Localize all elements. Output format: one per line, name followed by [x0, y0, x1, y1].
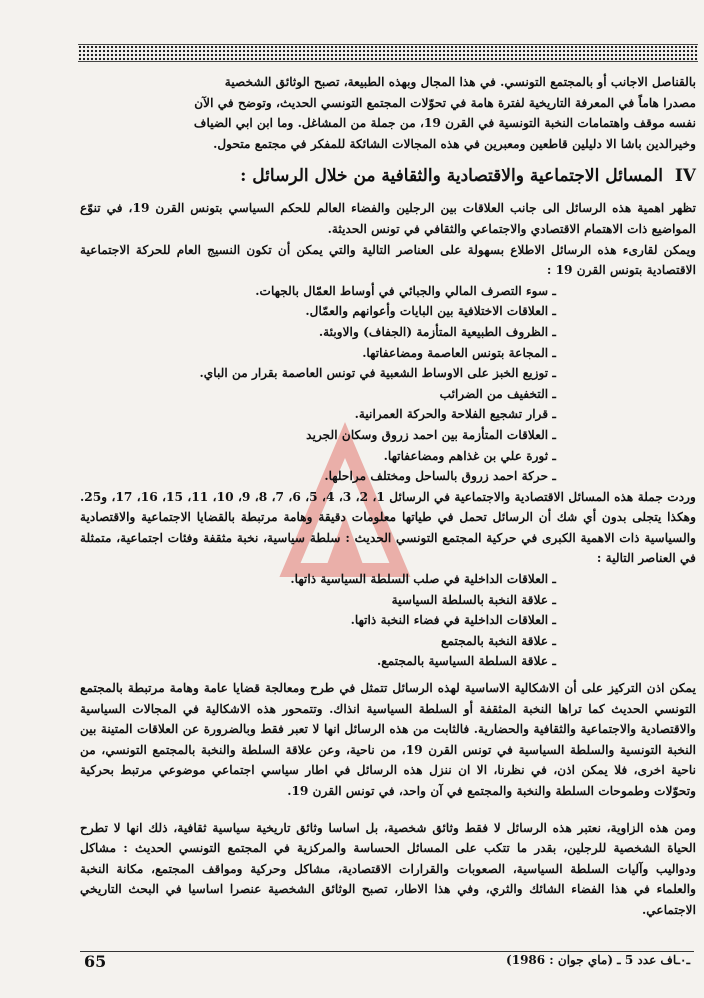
- list-item: ـ ثورة علي بن غذاهم ومضاعفاتها.: [383, 448, 556, 463]
- list-item: ـ علاقة النخبة بالسلطة السياسية: [391, 592, 556, 607]
- paragraph-importance: تظهر اهمية هذه الرسائل الى جانب العلاقات بين الرجلين والفضاء العالم للحكم السياسي بتونس القرن 19، في تنوّع المواضيع ذات الاهتمام الاقتصادي والاجتماعي والثقافي في تونس الحديثة.: [80, 201, 696, 236]
- intro-line: بالقناصل الاجانب أو بالمجتمع التونسي. في هذا المجال وبهذه الطبيعة، تصبح الوثائق الشخصية: [224, 75, 696, 89]
- list-item: ـ العلاقات الداخلية في صلب السلطة السياسية ذاتها.: [290, 572, 556, 587]
- paragraph-letters-references: وردت جملة هذه المسائل الاقتصادية والاجتماعية في الرسائل 1، 2، 3، 4، 5، 6، 7، 8، 9، 10، 11، 15، 16، 17، و25. وهكذا يتجلى بدون أي شك أن الرسائل تحمل في طياتها معلومات دقيقة وهامة مرتبطة بالقضايا الاجتماعية والاقتصادية والسياسية ذات الاهمية الكبرى في حركية المجتمع التونسي الحديث : سلطة سياسية، نخبة مثقفة وفئات اجتماعية، متمثلة في العناصر التالية :: [80, 489, 696, 566]
- paragraph-conclusion: ومن هذه الزاوية، نعتبر هذه الرسائل لا فقط وثائق شخصية، بل اساسا وثائق تاريخية سياسية ثقافية، ذلك انها لا تطرح الحياة الشخصية للرجلين، بقدر ما تتكب على المسائل الحساسة والمركزية في المجتمع التونسي الحديث : مشاكل ودواليب وآليات السلطة السياسية، الصعوبات والقرارات الاقتصادية، مشاكل وحركية ومواقف المجتمع، مكانة النخبة والعلماء في هذا الفضاء الشائك والثري، وفي هذا الاطار، تصبح الوثائق الشخصية عنصرا اساسيا في البحث التاريخي الاجتماعي.: [80, 820, 696, 917]
- intro-line: وخيرالدين باشا الا دليلين قاطعين ومعبرين في هذه المجالات الشائكة للمفكر في مجتمع متحول.: [213, 136, 696, 151]
- relations-list: [80, 569, 696, 672]
- list-item: ـ علاقة السلطة السياسية بالمجتمع.: [377, 654, 556, 669]
- list-item: ـ علاقة النخبة بالمجتمع: [440, 633, 556, 648]
- list-item: ـ العلاقات المتأزمة بين احمد زروق وسكان الجريد: [306, 427, 556, 442]
- list-item: ـ العلاقات الداخلية في فضاء النخبة ذاتها.: [350, 613, 556, 628]
- socioeconomic-issues-list: [80, 281, 696, 487]
- article-body: [80, 72, 696, 921]
- page-number: 65: [84, 952, 107, 971]
- list-item: ـ الظروف الطبيعية المتأزمة (الجفاف) والاوبئة.: [318, 324, 556, 339]
- list-item: ـ سوء التصرف المالي والجبائي في أوساط العمّال بالجهات.: [255, 283, 556, 298]
- list-item: ـ التخفيف من الضرائب: [439, 386, 556, 401]
- paragraph-elements-intro: ويمكن لقارىء هذه الرسائل الاطلاع بسهولة على العناصر التالية والتي يمكن أن تكون النسيج العام للحركة الاجتماعية الاقتصادية بتونس القرن 19 :: [80, 242, 696, 278]
- paragraph-problematic: يمكن اذن التركيز على أن الاشكالية الاساسية لهذه الرسائل تتمثل في طرح ومعالجة قضايا عامة وهامة مرتبطة بالمجتمع التونسي الحديث كما تراها النخبة المثقفة أو السلطة السياسية انذاك. وتتمحور هذه الاشكالية في المجالات السياسية والاقتصادية والاجتماعية والثقافية والحضارية. فالثابت من هذه الرسائل انها لا تعبر فقط وبالضرورة عن العلاقات المتينة بين النخبة التونسية والسلطة السياسية في تونس القرن 19، من ناحية، وعن علاقة السلطة والنخبة بالمجتمع التونسي، من ناحية اخرى، فلا يمكن اذن، في نظرنا، الا ان ننزل هذه الرسائل في اطار سياسي اجتماعي موضوعي مرتبط بحركية وتحوّلات وطموحات السلطة والنخبة والمجتمع في آن واحد، في تونس القرن 19.: [80, 681, 697, 798]
- list-item: ـ قرار تشجيع الفلاحة والحركة العمرانية.: [354, 407, 556, 422]
- section-heading: [80, 164, 696, 188]
- intro-line: مصدرا هاماً في المعرفة التاريخية لفترة هامة في تحوّلات المجتمع التونسي الحديث، وتوضح في الآن: [194, 95, 696, 110]
- running-footer: ـ٠ـاف عدد 5 ـ (ماي جوان : 1986): [506, 953, 690, 967]
- section-title: المسائل الاجتماعية والاقتصادية والثقافية من خلال الرسائل :: [240, 166, 663, 187]
- list-item: ـ حركة احمد زروق بالساحل ومختلف مراحلها.: [324, 469, 556, 484]
- footer-divider: [80, 951, 694, 952]
- list-item: ـ المجاعة بتونس العاصمة ومضاعفاتها.: [362, 345, 556, 360]
- decorative-header-band: [78, 44, 698, 62]
- intro-line: نفسه موقف واهتمامات النخبة التونسية في القرن 19، من جملة من المشاغل. وما ابن ابي الضياف: [193, 116, 696, 131]
- list-item: ـ توزيع الخبز على الاوساط الشعبية في تونس العاصمة بقرار من الباي.: [199, 366, 556, 381]
- section-number: IV: [674, 166, 696, 187]
- list-item: ـ العلاقات الاختلافية بين البايات وأعوانهم والعمّال.: [305, 304, 556, 319]
